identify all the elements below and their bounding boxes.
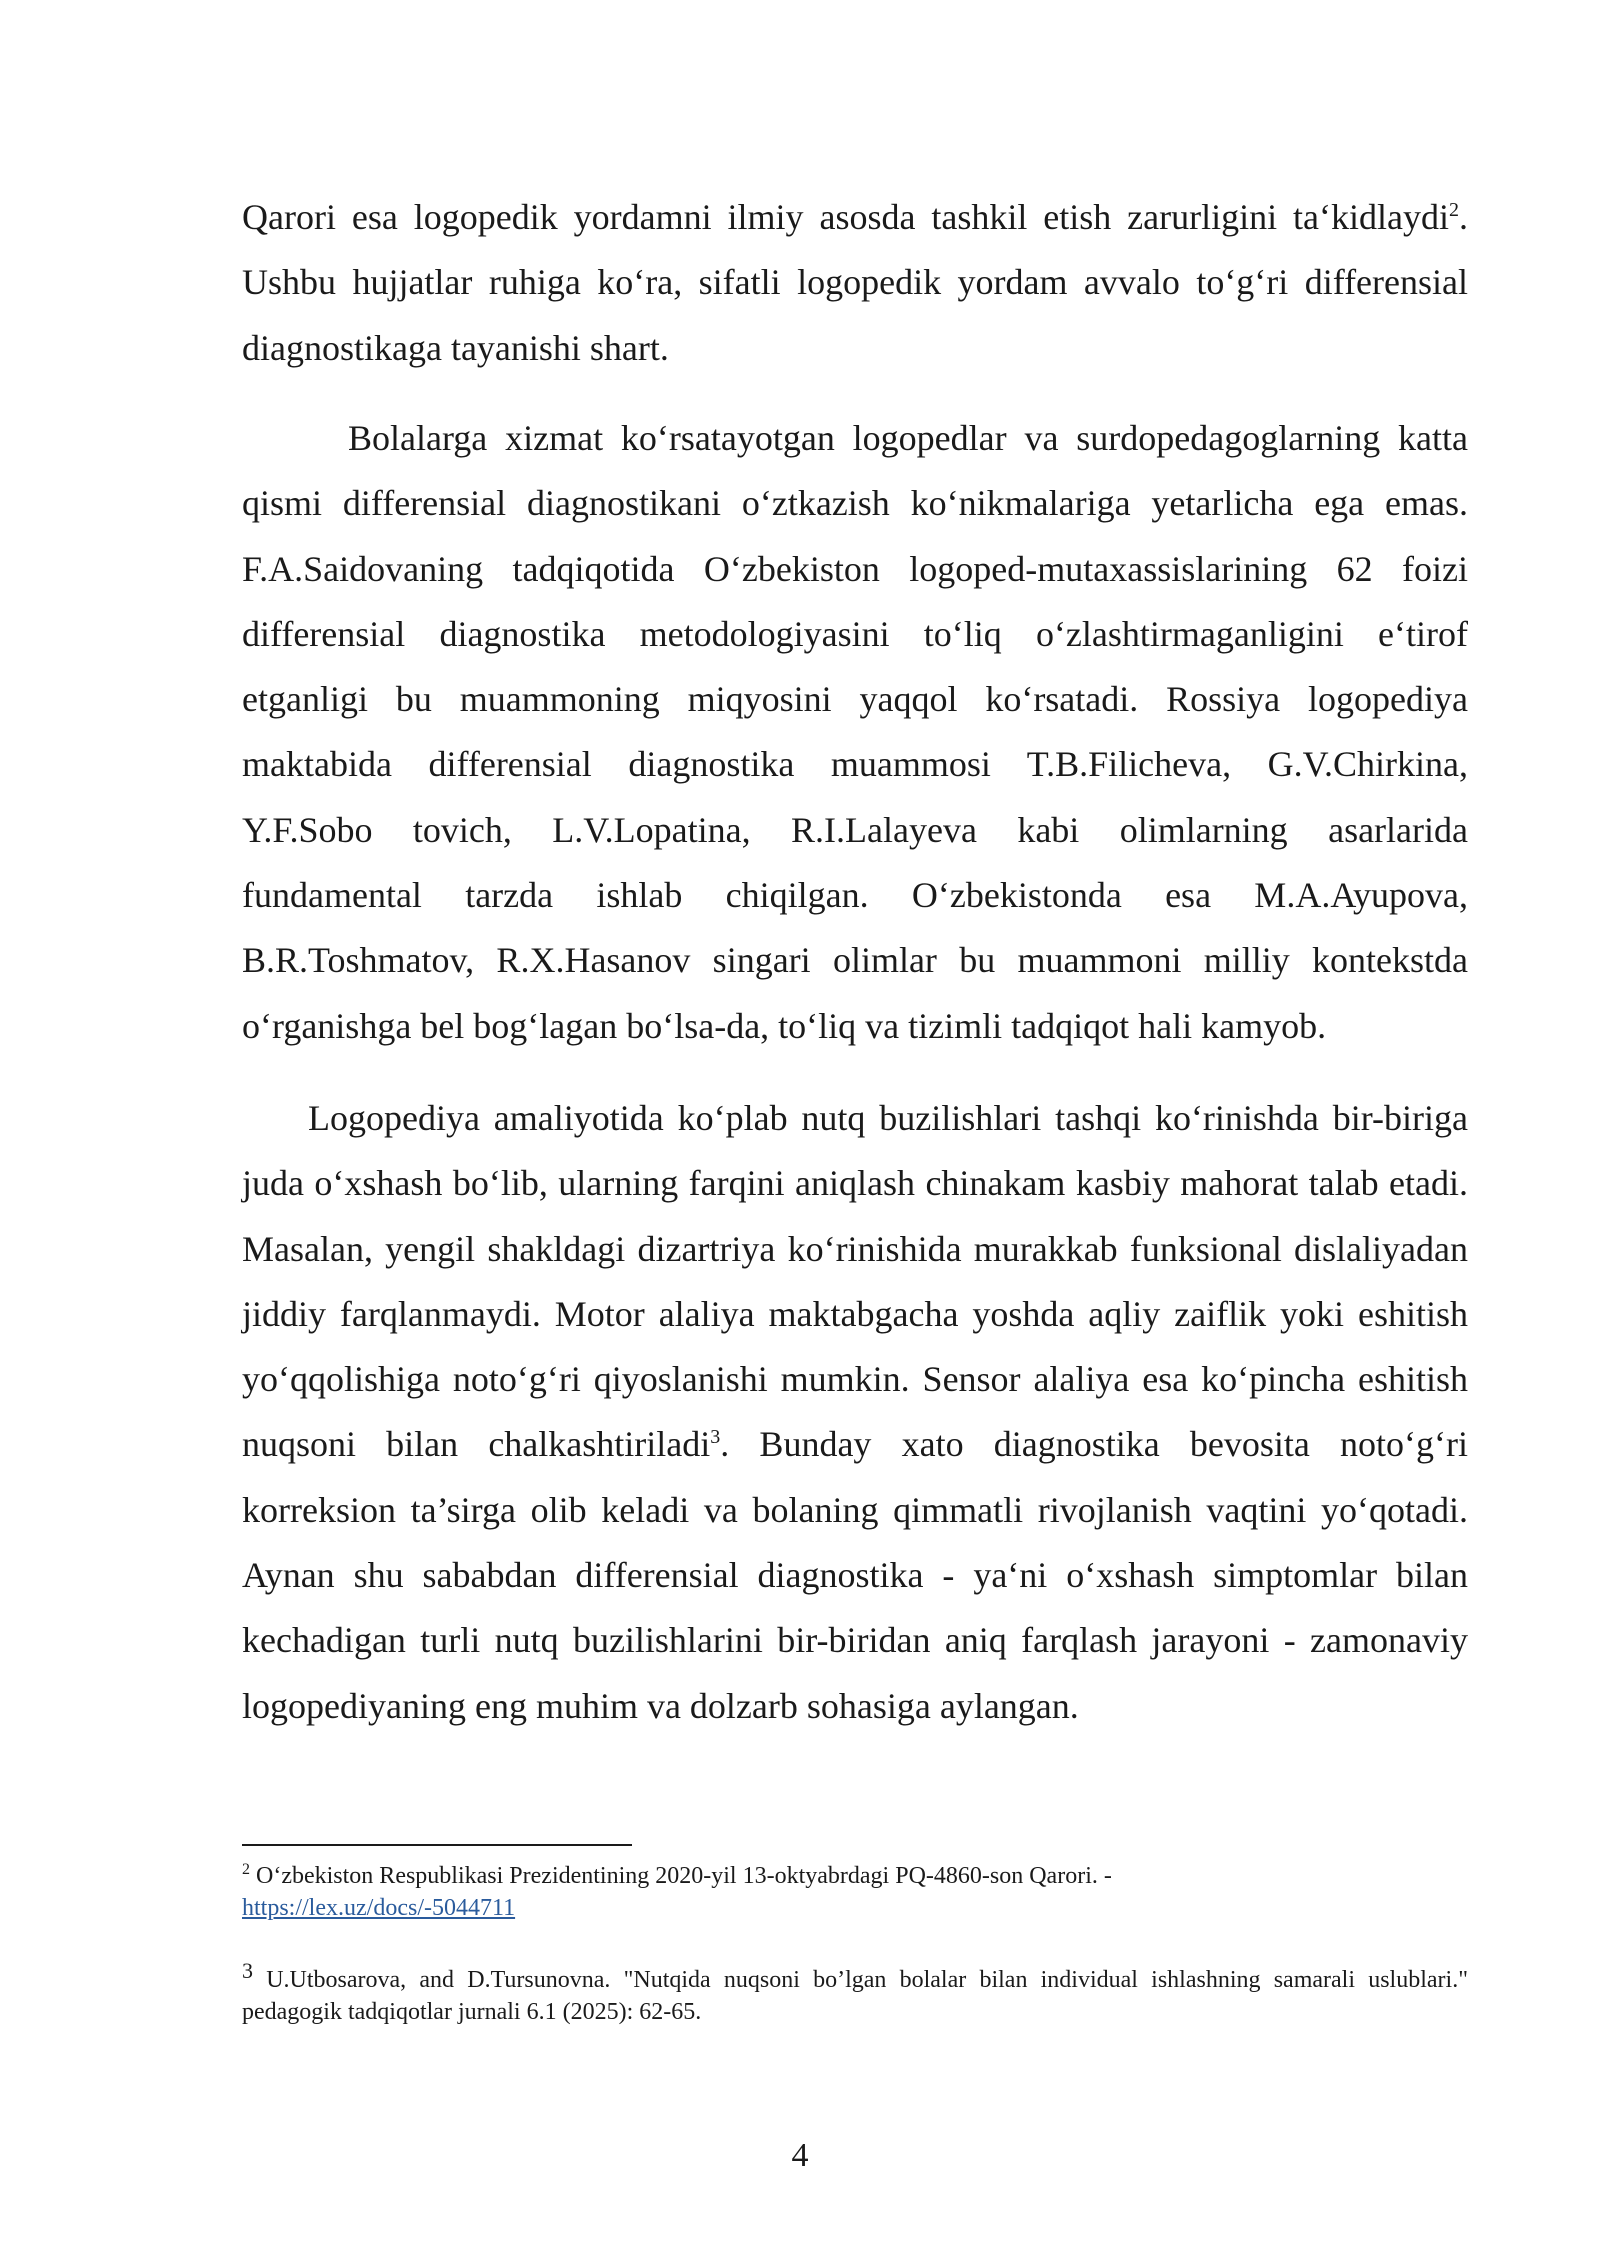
page-number: 4: [791, 2137, 809, 2174]
footnote-2-link[interactable]: https://lex.uz/docs/-5044711: [242, 1895, 516, 1921]
footnote-3: [242, 1958, 1468, 2028]
footnote-2-text: O‘zbekiston Respublikasi Prezidentining 2020-yil 13-oktyabrdagi PQ-4860-son Qarori. -: [250, 1863, 1112, 1889]
footnote-2-marker: 2: [242, 1861, 250, 1878]
footnote-ref-3[interactable]: 3: [710, 1426, 721, 1449]
body-paragraph-2: Bolalarga xizmat ko‘rsatayotgan logopedlar va surdopedagoglarning katta qismi differensial diagnostikani o‘ztkazish ko‘nikmalariga yetarlicha ega emas. F.A.Saidovaning tadqiqotida O‘zbekiston logoped-mutaxassislarining 62 foizi differensial diagnostika metodologiyasini to‘liq o‘zlashtirmaganligini e‘tirof etganligi bu muammoning miqyosini yaqqol ko‘rsatadi. Rossiya logopediya maktabida differensial diagnostika muammosi T.B.Filicheva, G.V.Chirkina, Y.F.Sobo tovich, L.V.Lopatina, R.I.Lalayeva kabi olimlarning asarlarida fundamental tarzda ishlab chiqilgan. O‘zbekistonda esa M.A.Ayupova, B.R.Toshmatov, R.X.Hasanov singari olimlar bu muammoni milliy kontekstda o‘rganishga bel bog‘lagan bo‘lsa-da, to‘liq va tizimli tadqiqot hali kamyob.: [242, 418, 1468, 1046]
paragraph-1-text-b: . Ushbu hujjatlar ruhiga ko‘ra, sifatli logopedik yordam avvalo to‘g‘ri differensial diagnostikaga tayanishi shart.: [242, 197, 1468, 368]
paragraph-1-text-a: Qarori esa logopedik yordamni ilmiy asosda tashkil etish zarurligini ta‘kidlaydi: [242, 197, 1449, 237]
footnote-ref-2[interactable]: 2: [1449, 199, 1459, 221]
footnote-2: [242, 1860, 1468, 1924]
footnote-3-text: U.Utbosarova, and D.Tursunovna. "Nutqida nuqsoni bo’lgan bolalar bilan individual ishlashning samarali uslublari." pedagogik tadqiqotlar jurnali 6.1 (2025): 62-65.: [242, 1967, 1468, 2025]
paragraph-3-text-a: Logopediya amaliyotida ko‘plab nutq buzilishlari tashqi ko‘rinishda bir-biriga juda o‘xshash bo‘lib, ularning farqini aniqlash chinakam kasbiy mahorat talab etadi. Masalan, yengil shakldagi dizartriya ko‘rinishida murakkab funksional dislaliyadan jiddiy farqlanmaydi. Motor alaliya maktabgacha yoshda aqliy zaiflik yoki eshitish yo‘qqolishiga noto‘g‘ri qiyoslanishi mumkin. Sensor alaliya esa ko‘pincha eshitish nuqsoni bilan chalkashtiriladi: [242, 1098, 1468, 1465]
footnote-separator: [242, 1844, 632, 1846]
paragraph-3-text-b: . Bunday xato diagnostika bevosita noto‘g‘ri korreksion ta’sirga olib keladi va bolaning qimmatli rivojlanish vaqtini yo‘qotadi. Aynan shu sababdan differensial diagnostika - ya‘ni o‘xshash simptomlar bilan kechadigan turli nutq buzilishlarini bir-biridan aniq farqlash jarayoni - zamonaviy logopediyaning eng muhim va dolzarb sohasiga aylangan.: [242, 1424, 1468, 1726]
body-paragraph-3: [242, 1086, 1468, 1739]
footnote-3-marker: 3: [242, 1958, 253, 1983]
body-paragraph-1: [242, 185, 1468, 381]
